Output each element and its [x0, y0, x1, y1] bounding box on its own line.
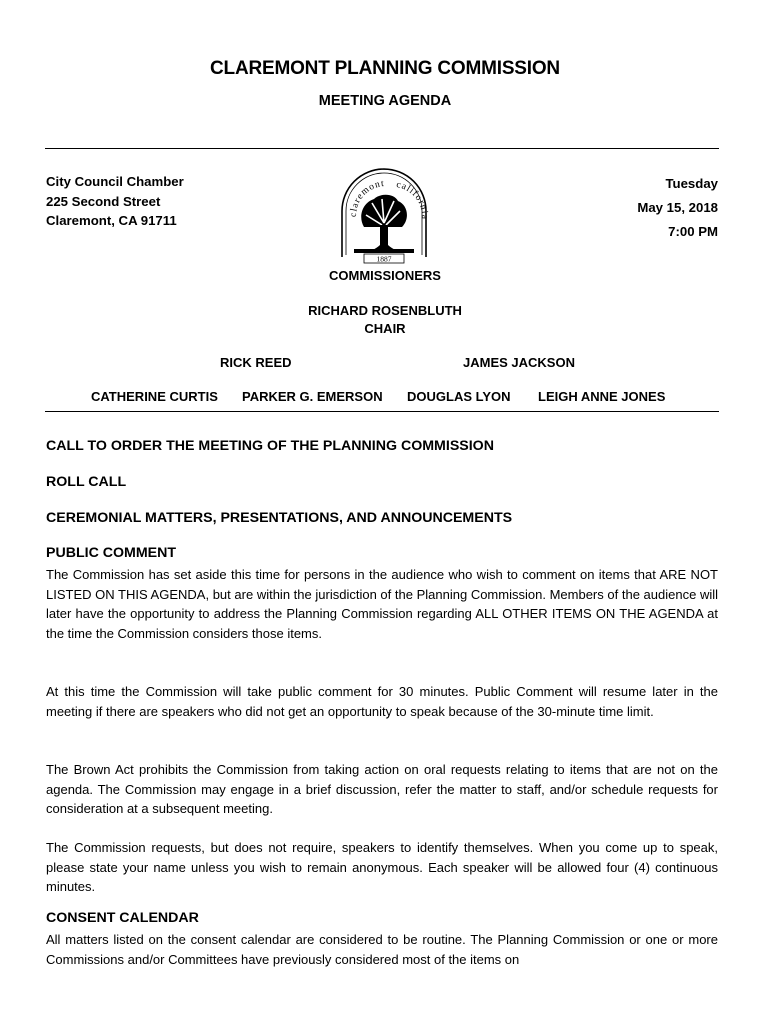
chair-title: CHAIR	[364, 321, 406, 336]
section-call-to-order: CALL TO ORDER THE MEETING OF THE PLANNING COMMISSION	[46, 438, 494, 454]
divider-bottom	[45, 411, 719, 412]
commissioner-rick-reed: RICK REED	[220, 355, 292, 370]
divider-top	[45, 148, 719, 149]
meeting-schedule	[637, 172, 718, 244]
commissioner-member: DOUGLAS LYON	[407, 389, 511, 404]
meeting-day: Tuesday	[665, 176, 718, 191]
consent-calendar-paragraph: All matters listed on the consent calendar are considered to be routine. The Planning Commission or one or more Commissions and/or Committees have previously considered most of the items on	[46, 932, 718, 967]
public-comment-paragraph-4: The Commission requests, but does not require, speakers to identify themselves. When you come up to speak, please state your name unless you wish to remain anonymous. Each speaker will be allowed four (4) continuous minutes.	[46, 840, 718, 894]
public-comment-paragraph-2: At this time the Commission will take public comment for 30 minutes. Public Comment will resume later in the meeting if there are speakers who did not get an opportunity to speak because of the 30-minute time limit.	[46, 684, 718, 719]
location-line-3: Claremont, CA 91711	[46, 213, 177, 228]
page-title: CLAREMONT PLANNING COMMISSION	[210, 58, 560, 79]
city-seal-logo	[336, 165, 432, 265]
commissioner-member: PARKER G. EMERSON	[242, 389, 383, 404]
seal-text-top: claremont	[348, 178, 386, 218]
seal-year: 1887	[376, 254, 392, 264]
commissioner-james-jackson: JAMES JACKSON	[463, 355, 575, 370]
commissioners-heading: COMMISSIONERS	[329, 268, 441, 283]
section-consent-calendar: CONSENT CALENDAR	[46, 910, 199, 926]
page-subtitle: MEETING AGENDA	[318, 93, 452, 109]
public-comment-paragraph-1: The Commission has set aside this time for persons in the audience who wish to comment on items that ARE NOT LISTED ON THIS AGENDA, but are within the jurisdiction of the Planning Commission. Members of the audience will later have the opportunity to address the Planning Commission regarding ALL OTHER ITEMS ON THE AGENDA at the time the Commission considers those items.	[46, 567, 718, 641]
section-roll-call: ROLL CALL	[46, 474, 127, 490]
meeting-time: 7:00 PM	[668, 224, 718, 239]
commissioner-member: LEIGH ANNE JONES	[538, 389, 666, 404]
commissioner-member: CATHERINE CURTIS	[91, 389, 218, 404]
location-line-1: City Council Chamber	[46, 174, 184, 189]
section-public-comment: PUBLIC COMMENT	[46, 545, 177, 561]
location-line-2: 225 Second Street	[46, 193, 161, 209]
meeting-location	[46, 172, 184, 231]
meeting-date: May 15, 2018	[637, 200, 718, 215]
public-comment-paragraph-3: The Brown Act prohibits the Commission from taking action on oral requests relating to items that are not on the agenda. The Commission may engage in a brief discussion, refer the matter to staff, and/or schedule requests for consideration at a subsequent meeting.	[46, 762, 718, 816]
seal-text-right: california	[395, 180, 430, 221]
chair-name: RICHARD ROSENBLUTH	[308, 303, 462, 318]
section-ceremonial: CEREMONIAL MATTERS, PRESENTATIONS, AND ANNOUNCEMENTS	[46, 510, 513, 526]
